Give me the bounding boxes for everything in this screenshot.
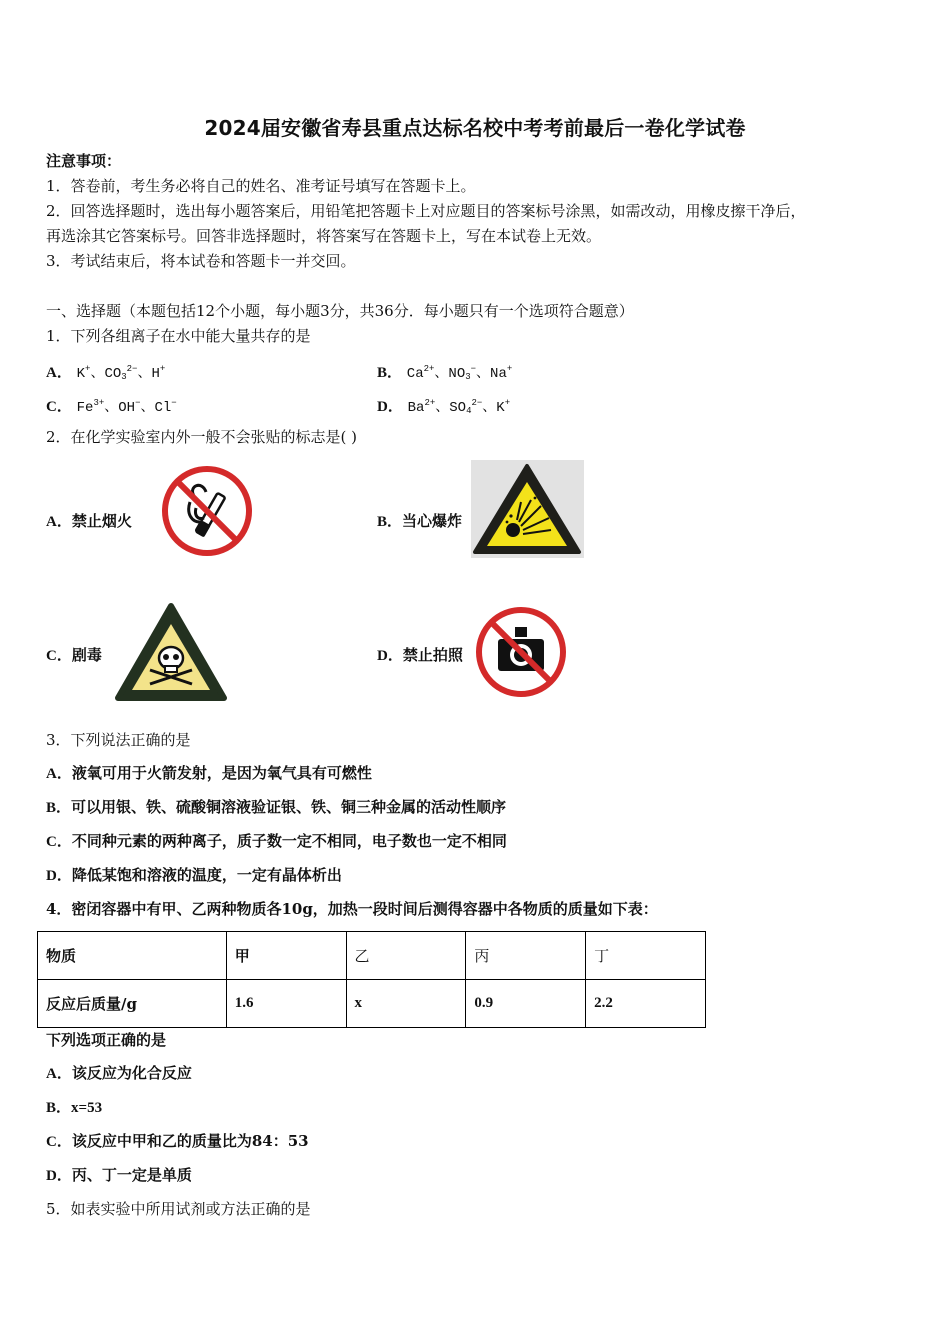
ion-formula: OH− (118, 398, 141, 416)
option-label: A． (46, 365, 72, 381)
question-2-stem: 2．在化学实验室内外一般不会张贴的标志是( ) (46, 428, 358, 446)
ion-list: $Fe^{3+}$、OH−、Cl− (76, 398, 177, 416)
notice-heading: 注意事项： (46, 152, 122, 170)
section-heading: 一、选择题（本题包括12个小题，每小题3分，共36分．每小题只有一个选项符合题意） (46, 302, 634, 320)
mass-table (37, 931, 706, 1028)
q4-option-b: B．x=53 (46, 1100, 103, 1116)
table-header-cell: 乙 (346, 932, 466, 980)
question-5-stem: 5．如表实验中所用试剂或方法正确的是 (46, 1200, 311, 1218)
notice-item: 再选涂其它答案标号。回答非选择题时，将答案写在答题卡上，写在本试卷上无效。 (46, 227, 602, 245)
ion-formula: H+ (151, 364, 166, 382)
table-cell: 1.6 (226, 980, 346, 1028)
ion-formula: $NO_3^-$ (448, 364, 477, 382)
table-cell: 2.2 (586, 980, 706, 1028)
question-4-prompt: 下列选项正确的是 (46, 1031, 167, 1049)
q2-option-c: C．剧毒 (46, 646, 102, 664)
ion-list: $Ba^{2+}$、$SO_4^{2-}$、K+ (407, 398, 511, 416)
notice-item: 2．回答选择题时，选出每小题答案后，用铅笔把答题卡上对应题目的答案标号涂黑，如需改动，用橡皮擦干净后， (46, 202, 806, 220)
no-smoking-sign-icon (160, 464, 254, 558)
toxic-warning-sign-icon (112, 600, 230, 704)
option-label: D． (377, 399, 403, 415)
notice-item: 1．答卷前，考生务必将自己的姓名、准考证号填写在答题卡上。 (46, 177, 476, 195)
q1-option-c (46, 393, 177, 418)
q1-option-d (377, 393, 510, 421)
table-cell: 0.9 (466, 980, 586, 1028)
table-header-cell: 物质 (38, 932, 227, 980)
q1-option-b (377, 359, 512, 387)
table-cell: x (346, 980, 466, 1028)
ion-formula: Cl− (154, 398, 177, 416)
q4-option-d: D．丙、丁一定是单质 (46, 1166, 192, 1184)
table-row (38, 980, 706, 1028)
table-header-cell: 丙 (466, 932, 586, 980)
table-header-cell: 甲 (226, 932, 346, 980)
q3-option-d: D．降低某饱和溶液的温度，一定有晶体析出 (46, 866, 342, 884)
page-title: 2024届安徽省寿县重点达标名校中考考前最后一卷化学试卷 (204, 116, 746, 140)
q4-option-c: C．该反应中甲和乙的质量比为84：53 (46, 1132, 309, 1150)
q1-option-a (46, 359, 165, 387)
ion-formula: $CO_3^{2-}$ (104, 364, 138, 382)
q2-option-d: D．禁止拍照 (377, 646, 463, 664)
ion-formula: $Ca^{2+}$ (406, 364, 435, 382)
option-label: B． (377, 365, 403, 381)
question-3-stem: 3．下列说法正确的是 (46, 731, 191, 749)
question-1-stem: 1．下列各组离子在水中能大量共存的是 (46, 327, 311, 345)
table-header-cell: 丁 (586, 932, 706, 980)
q2-option-b: B．当心爆炸 (377, 512, 463, 530)
explosion-warning-sign-icon (471, 460, 584, 558)
q3-option-a: A．液氧可用于火箭发射，是因为氧气具有可燃性 (46, 764, 372, 782)
table-cell: 反应后质量/g (38, 980, 227, 1028)
q3-option-c: C．不同种元素的两种离子，质子数一定不相同，电子数也一定不相同 (46, 832, 507, 850)
no-photography-sign-icon (474, 605, 568, 699)
option-label: C． (46, 399, 72, 415)
ion-formula: K+ (76, 364, 91, 382)
question-4-stem: 4．密闭容器中有甲、乙两种物质各10g，加热一段时间后测得容器中各物质的质量如下表： (46, 900, 658, 918)
ion-formula: $Fe^{3+}$ (76, 398, 105, 416)
ion-formula: K+ (496, 398, 511, 416)
table-header-row (38, 932, 706, 980)
notice-item: 3．考试结束后，将本试卷和答题卡一并交回。 (46, 252, 356, 270)
ion-list: K+、$CO_3^{2-}$、H+ (76, 364, 166, 382)
ion-formula: $Ba^{2+}$ (407, 398, 436, 416)
ion-list: $Ca^{2+}$、$NO_3^-$、Na+ (406, 364, 513, 382)
q2-option-a: A．禁止烟火 (46, 512, 132, 530)
q4-option-a: A．该反应为化合反应 (46, 1064, 192, 1082)
ion-formula: $SO_4^{2-}$ (449, 398, 483, 416)
ion-formula: Na+ (490, 364, 513, 382)
q3-option-b: B．可以用银、铁、硫酸铜溶液验证银、铁、铜三种金属的活动性顺序 (46, 798, 507, 816)
